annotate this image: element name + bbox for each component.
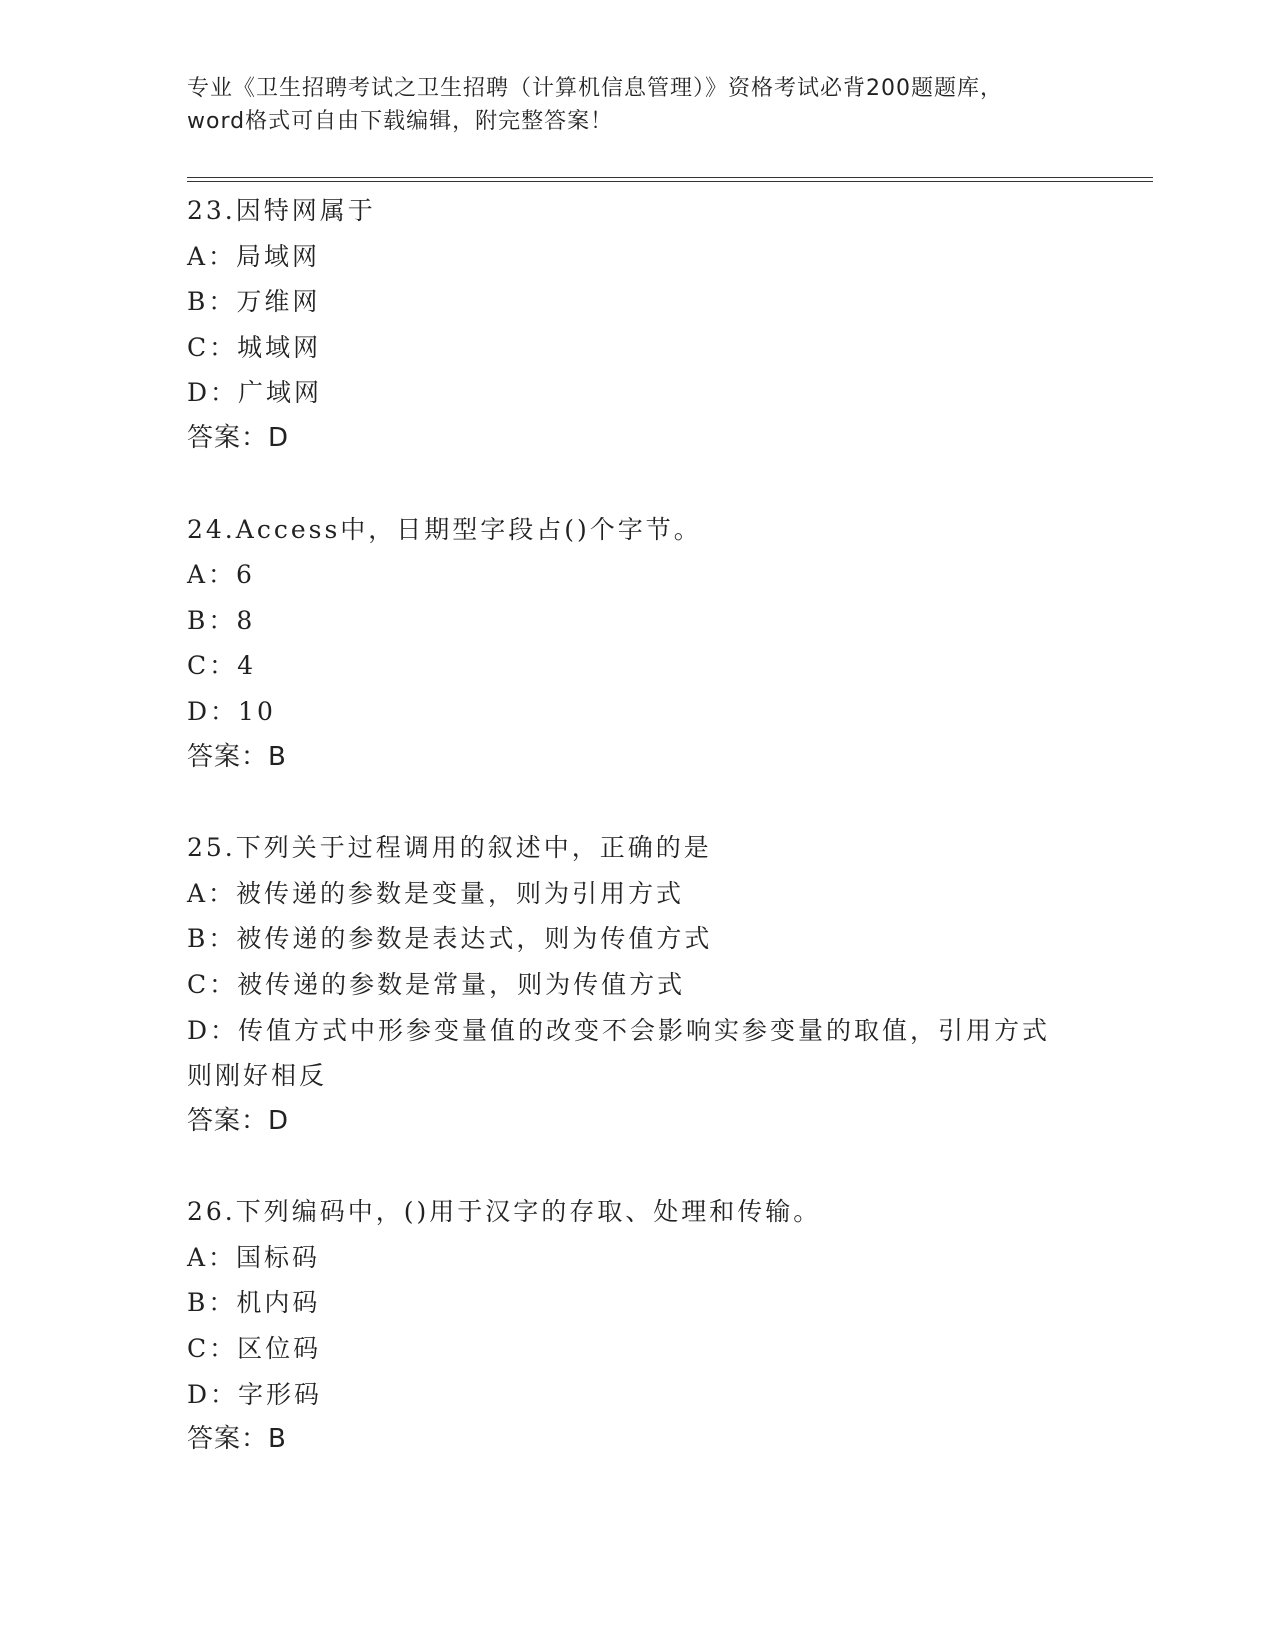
question-list	[187, 188, 1087, 1508]
option-d: D：传值方式中形参变量值的改变不会影响实参变量的取值，引用方式	[187, 1015, 1051, 1045]
option-d: D：10	[187, 696, 276, 726]
question-stem: 24.Access中，日期型字段占()个字节。	[187, 514, 702, 544]
option-a: A：局域网	[187, 241, 321, 271]
option-a: A：6	[187, 560, 255, 590]
question-stem: 26.下列编码中，()用于汉字的存取、处理和传输。	[187, 1197, 822, 1227]
option-c: C：4	[187, 651, 257, 681]
question-25	[187, 825, 1087, 1144]
option-a: A：国标码	[187, 1242, 321, 1272]
option-b: B：机内码	[187, 1288, 321, 1318]
option-d-continued: 则刚好相反	[187, 1061, 328, 1091]
question-23	[187, 188, 1087, 462]
question-24	[187, 507, 1087, 781]
answer: 答案：B	[187, 741, 287, 772]
question-stem: 23.因特网属于	[187, 196, 376, 225]
option-d: D：广域网	[187, 378, 323, 408]
answer: 答案：D	[187, 422, 290, 453]
question-stem: 25.下列关于过程调用的叙述中，正确的是	[187, 833, 712, 863]
answer: 答案：B	[187, 1424, 287, 1455]
header-line-2: word格式可自由下载编辑，附完整答案！	[187, 109, 614, 134]
option-a: A：被传递的参数是变量，则为引用方式	[187, 878, 685, 908]
option-c: C：被传递的参数是常量，则为传值方式	[187, 969, 686, 999]
option-b: B：8	[187, 605, 256, 635]
option-b: B：万维网	[187, 287, 321, 317]
option-c: C：城域网	[187, 332, 322, 362]
option-d: D：字形码	[187, 1379, 323, 1409]
answer: 答案：D	[187, 1105, 290, 1136]
option-c: C：区位码	[187, 1334, 322, 1364]
option-b: B：被传递的参数是表达式，则为传值方式	[187, 924, 713, 954]
document-header	[187, 72, 1087, 138]
question-26	[187, 1189, 1087, 1463]
header-divider	[187, 177, 1153, 182]
header-line-1: 专业《卫生招聘考试之卫生招聘（计算机信息管理）》资格考试必背200题题库，	[187, 76, 1003, 101]
